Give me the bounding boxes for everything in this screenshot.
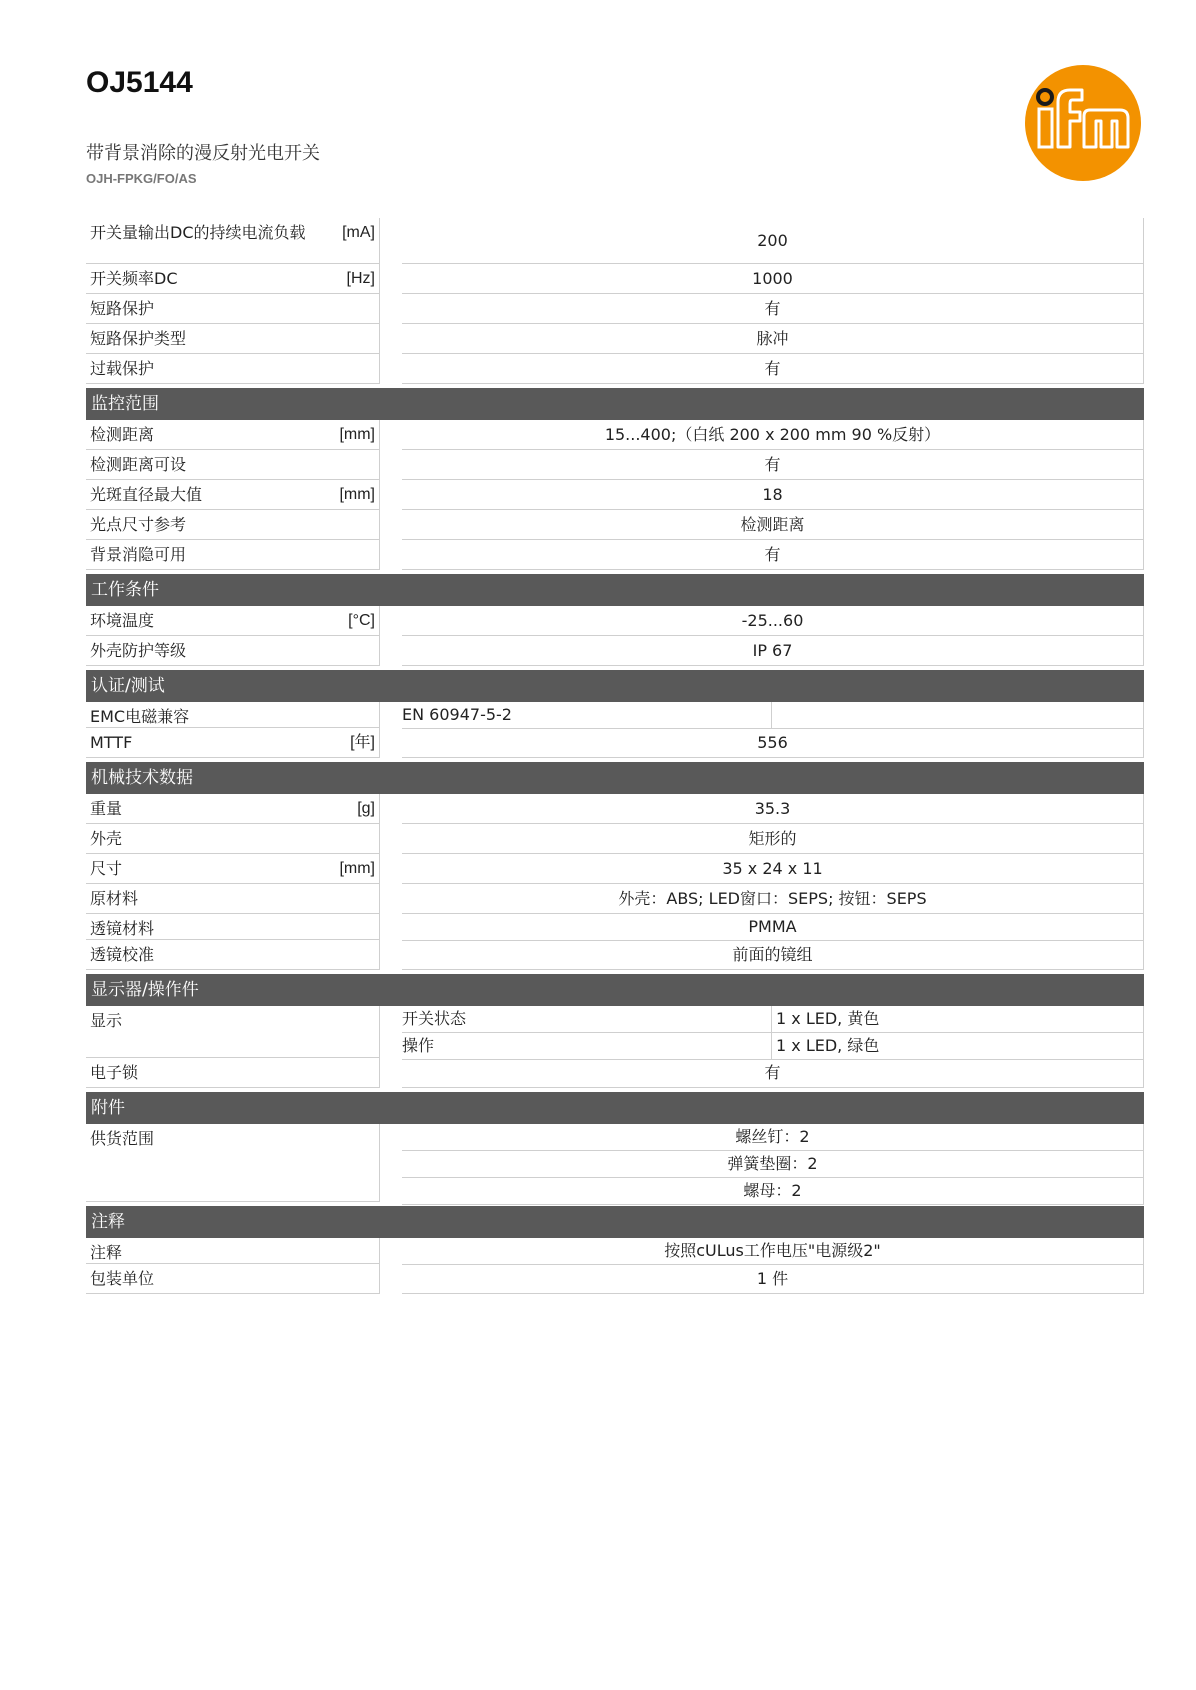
spec-row bbox=[86, 1264, 1144, 1294]
section-header: 注释 bbox=[86, 1206, 1144, 1238]
spec-label-cell bbox=[86, 914, 380, 940]
spec-pair-value: 1 x LED, 黄色 bbox=[772, 1006, 1144, 1032]
spec-row bbox=[86, 218, 1144, 264]
spec-label-cell bbox=[86, 420, 380, 450]
spec-value: PMMA bbox=[402, 914, 1144, 941]
section-header: 监控范围 bbox=[86, 388, 1144, 420]
spec-value: 18 bbox=[402, 480, 1144, 510]
spec-value: 有 bbox=[402, 1058, 1144, 1088]
spec-unit: [mA] bbox=[342, 224, 375, 241]
section-header: 机械技术数据 bbox=[86, 762, 1144, 794]
spec-label: 电子锁 bbox=[90, 1063, 139, 1082]
spec-row bbox=[86, 420, 1144, 450]
spec-label: 外壳 bbox=[90, 829, 123, 848]
product-title: OJ5144 bbox=[86, 66, 193, 99]
spec-value: 1000 bbox=[402, 264, 1144, 294]
spec-label: 注释 bbox=[90, 1243, 123, 1262]
spec-row bbox=[86, 636, 1144, 666]
spec-label-cell bbox=[86, 728, 380, 758]
spec-value: 15...400;（白纸 200 x 200 mm 90 %反射） bbox=[402, 420, 1144, 450]
spec-label: 透镜校准 bbox=[90, 945, 155, 964]
spec-label-cell bbox=[86, 606, 380, 636]
spec-unit: [mm] bbox=[339, 426, 375, 443]
spec-row bbox=[86, 1124, 1144, 1202]
spec-label-cell bbox=[86, 636, 380, 666]
spec-row bbox=[86, 794, 1144, 824]
spec-label-cell bbox=[86, 824, 380, 854]
spec-row bbox=[86, 1006, 1144, 1058]
spec-label: 包装单位 bbox=[90, 1269, 155, 1288]
spec-value: -25...60 bbox=[402, 606, 1144, 636]
spec-value: 35 x 24 x 11 bbox=[402, 854, 1144, 884]
spec-label: 检测距离 bbox=[90, 425, 155, 444]
spec-label: 供货范围 bbox=[90, 1129, 155, 1148]
product-subtitle: 带背景消除的漫反射光电开关 bbox=[86, 143, 320, 164]
spec-row bbox=[86, 450, 1144, 480]
section-header: 认证/测试 bbox=[86, 670, 1144, 702]
spec-value: 螺丝钉：2 bbox=[402, 1124, 1144, 1151]
spec-value: 有 bbox=[402, 354, 1144, 384]
spec-row bbox=[86, 1238, 1144, 1264]
spec-label-cell bbox=[86, 218, 380, 264]
spec-row bbox=[86, 606, 1144, 636]
spec-unit: [g] bbox=[357, 800, 375, 817]
spec-row bbox=[86, 728, 1144, 758]
spec-value: 有 bbox=[402, 450, 1144, 480]
spec-pair-key: EN 60947-5-2 bbox=[402, 702, 772, 728]
spec-value: 外壳：ABS; LED窗口：SEPS; 按钮：SEPS bbox=[402, 884, 1144, 914]
spec-unit: [mm] bbox=[339, 486, 375, 503]
spec-label: 开关频率DC bbox=[90, 269, 178, 288]
spec-label-cell bbox=[86, 884, 380, 914]
spec-pair-value: 1 x LED, 绿色 bbox=[772, 1033, 1144, 1059]
spec-value: 1 件 bbox=[402, 1264, 1144, 1294]
spec-value: 前面的镜组 bbox=[402, 940, 1144, 970]
spec-value: 矩形的 bbox=[402, 824, 1144, 854]
spec-value: 按照cULus工作电压"电源级2" bbox=[402, 1238, 1144, 1265]
spec-value: 200 bbox=[402, 218, 1144, 264]
spec-label: 原材料 bbox=[90, 889, 139, 908]
spec-value: 556 bbox=[402, 728, 1144, 758]
spec-label: 显示 bbox=[90, 1011, 123, 1030]
spec-label-cell bbox=[86, 702, 380, 728]
section-header: 附件 bbox=[86, 1092, 1144, 1124]
spec-label: 光斑直径最大值 bbox=[90, 485, 203, 504]
spec-label-cell bbox=[86, 794, 380, 824]
spec-label-cell bbox=[86, 1058, 380, 1088]
spec-label: 环境温度 bbox=[90, 611, 155, 630]
spec-label: 光点尺寸参考 bbox=[90, 515, 187, 534]
spec-label-cell bbox=[86, 854, 380, 884]
spec-label: 开关量输出DC的持续电流负载 bbox=[90, 223, 306, 242]
spec-value: 有 bbox=[402, 540, 1144, 570]
ifm-logo bbox=[1024, 64, 1142, 182]
spec-label-cell bbox=[86, 324, 380, 354]
spec-row bbox=[86, 294, 1144, 324]
spec-label-cell bbox=[86, 354, 380, 384]
spec-label-cell bbox=[86, 264, 380, 294]
spec-label-cell bbox=[86, 1124, 380, 1202]
spec-row bbox=[86, 354, 1144, 384]
spec-label: 检测距离可设 bbox=[90, 455, 187, 474]
spec-label-cell bbox=[86, 294, 380, 324]
spec-unit: [年] bbox=[350, 734, 375, 751]
spec-label: 背景消隐可用 bbox=[90, 545, 187, 564]
spec-label-cell bbox=[86, 1006, 380, 1058]
spec-table bbox=[86, 218, 1144, 1294]
spec-value: 弹簧垫圈：2 bbox=[402, 1151, 1144, 1178]
spec-label-cell bbox=[86, 510, 380, 540]
spec-unit: [Hz] bbox=[346, 270, 375, 287]
spec-label: 过载保护 bbox=[90, 359, 155, 378]
spec-value: 检测距离 bbox=[402, 510, 1144, 540]
spec-row bbox=[86, 510, 1144, 540]
spec-value: 有 bbox=[402, 294, 1144, 324]
spec-unit: [°C] bbox=[348, 612, 375, 629]
spec-label: 短路保护类型 bbox=[90, 329, 187, 348]
spec-label: 尺寸 bbox=[90, 859, 123, 878]
spec-value: IP 67 bbox=[402, 636, 1144, 666]
spec-label: 重量 bbox=[90, 799, 123, 818]
spec-row bbox=[86, 824, 1144, 854]
section-header: 显示器/操作件 bbox=[86, 974, 1144, 1006]
spec-row bbox=[86, 702, 1144, 728]
spec-row bbox=[86, 324, 1144, 354]
spec-row bbox=[86, 854, 1144, 884]
spec-label: 外壳防护等级 bbox=[90, 641, 187, 660]
spec-unit: [mm] bbox=[339, 860, 375, 877]
spec-row bbox=[86, 264, 1144, 294]
spec-label-cell bbox=[86, 1264, 380, 1294]
spec-value: 螺母：2 bbox=[402, 1178, 1144, 1205]
spec-label-cell bbox=[86, 1238, 380, 1264]
spec-row bbox=[86, 1058, 1144, 1088]
spec-row bbox=[86, 914, 1144, 940]
product-code: OJH-FPKG/FO/AS bbox=[86, 171, 197, 186]
spec-row bbox=[86, 940, 1144, 970]
spec-label-cell bbox=[86, 940, 380, 970]
spec-value: 35.3 bbox=[402, 794, 1144, 824]
spec-pair bbox=[402, 1033, 1144, 1060]
spec-label-cell bbox=[86, 540, 380, 570]
spec-row bbox=[86, 480, 1144, 510]
spec-pair-value bbox=[772, 702, 1144, 728]
spec-pair-key: 开关状态 bbox=[402, 1006, 772, 1032]
spec-row bbox=[86, 884, 1144, 914]
spec-pair-key: 操作 bbox=[402, 1033, 772, 1059]
spec-label: MTTF bbox=[90, 733, 133, 752]
spec-pair bbox=[402, 1006, 1144, 1033]
spec-row bbox=[86, 540, 1144, 570]
spec-value: 脉冲 bbox=[402, 324, 1144, 354]
spec-label: EMC电磁兼容 bbox=[90, 707, 190, 726]
section-header: 工作条件 bbox=[86, 574, 1144, 606]
spec-label-cell bbox=[86, 480, 380, 510]
spec-pair bbox=[402, 702, 1144, 729]
spec-label: 透镜材料 bbox=[90, 919, 155, 938]
spec-label: 短路保护 bbox=[90, 299, 155, 318]
spec-label-cell bbox=[86, 450, 380, 480]
